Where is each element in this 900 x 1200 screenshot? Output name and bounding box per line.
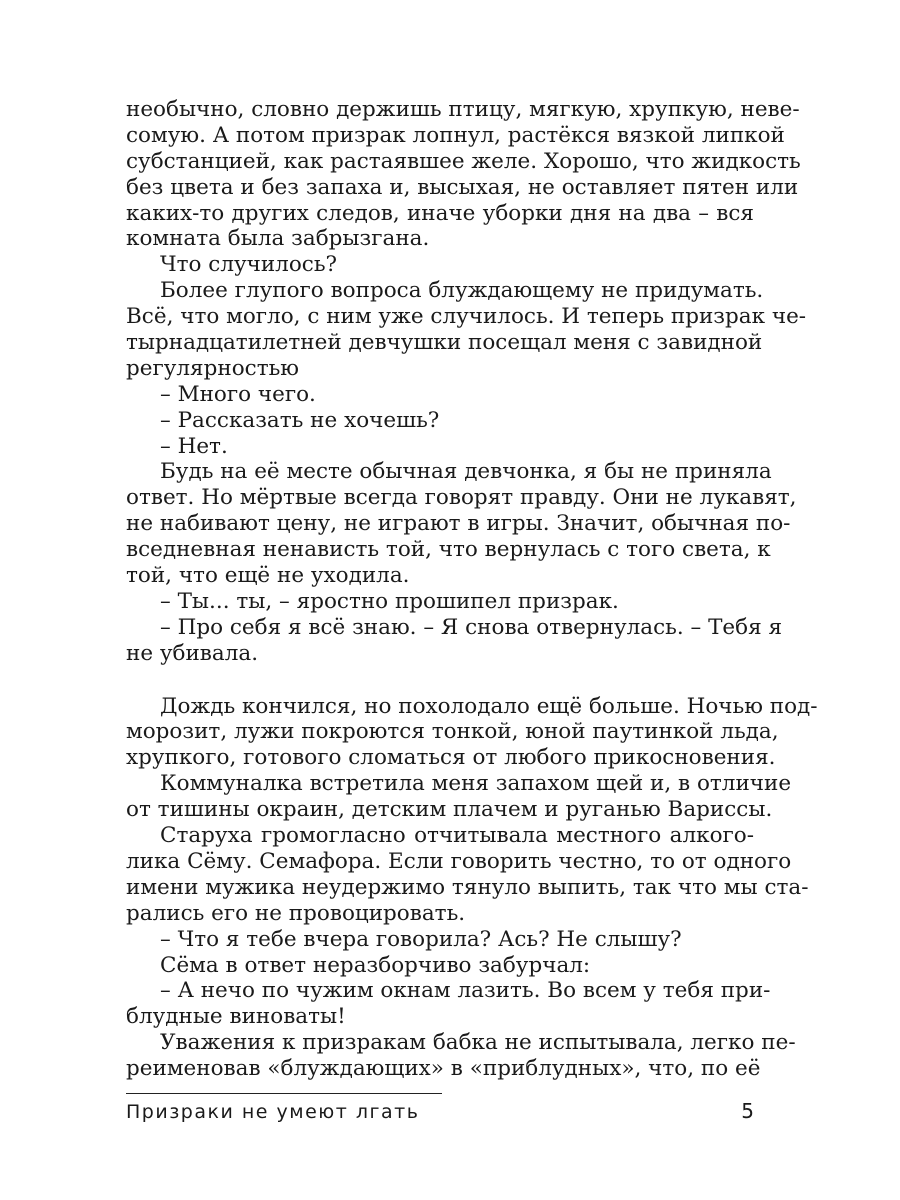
text-line: рались его не провоцировать.: [126, 900, 466, 926]
text-line: – Про себя я всё знаю. – Я снова отвернулась. – Тебя я: [160, 614, 783, 640]
text-line: блудные виноваты!: [126, 1004, 346, 1030]
text-line: – Что я тебе вчера говорила? Ась? Не слышу?: [160, 926, 682, 952]
text-line: не набивают цену, не играют в игры. Значит, обычная по-: [126, 511, 791, 537]
running-footer-title: Призраки не умеют лгать: [126, 1101, 420, 1123]
text-line: Что случилось?: [160, 252, 338, 278]
text-line: – Рассказать не хочешь?: [160, 407, 440, 433]
text-line: Дождь кончился, но похолодало ещё больше. Ночью под-: [160, 693, 818, 719]
page-body: [126, 97, 818, 1082]
text-line: комната была забрызгана.: [126, 226, 430, 252]
text-line: – Нет.: [160, 433, 228, 459]
text-line: от тишины окраин, детским плачем и руганью Вариссы.: [126, 797, 773, 823]
text-line: ответ. Но мёртвые всегда говорят правду. Они не лукавят,: [126, 485, 797, 511]
text-line: – А нечо по чужим окнам лазить. Во всем у тебя при-: [160, 978, 771, 1004]
text-line: – Ты... ты, – яростно прошипел призрак.: [160, 588, 619, 614]
text-line: лика Сёму. Семафора. Если говорить честно, то от одного: [126, 848, 792, 874]
text-line: Более глупого вопроса блуждающему не придумать.: [160, 278, 764, 304]
text-line: необычно, словно держишь птицу, мягкую, хрупкую, неве-: [126, 97, 800, 122]
text-line: Всё, что могло, с ним уже случилось. И теперь призрак че-: [126, 304, 807, 330]
text-line: Сёма в ответ неразборчиво забурчал:: [160, 952, 591, 978]
page-number: 5: [741, 1099, 754, 1123]
text-line: имени мужика неудержимо тянуло выпить, так что мы ста-: [126, 874, 809, 900]
text-line: той, что ещё не уходила.: [126, 563, 410, 589]
text-line: тырнадцатилетней девчушки посещал меня с завидной: [126, 330, 763, 356]
text-line: не убивала.: [126, 640, 259, 666]
text-line: субстанцией, как растаявшее желе. Хорошо, что жидкость: [126, 148, 801, 174]
text-line: морозит, лужи покроются тонкой, юной паутинкой льда,: [126, 719, 779, 745]
text-line: без цвета и без запаха и, высыхая, не оставляет пятен или: [126, 174, 799, 200]
text-line: Коммуналка встретила меня запахом щей и, в отличие: [160, 771, 792, 797]
text-line: каких-то других следов, иначе уборки дня на два – вся: [126, 200, 754, 226]
text-line: сомую. А потом призрак лопнул, растёкся вязкой липкой: [126, 122, 785, 148]
text-line: – Много чего.: [160, 381, 316, 407]
text-line: Уважения к призракам бабка не испытывала, легко пе-: [160, 1030, 796, 1056]
text-line: Старуха громогласно отчитывала местного алкого-: [160, 823, 754, 849]
text-line: Будь на её месте обычная девчонка, я бы не приняла: [160, 459, 772, 485]
text-line: регулярностью: [126, 355, 300, 381]
text-line: вседневная ненависть той, что вернулась с того света, к: [126, 537, 771, 563]
text-line: реименовав «блуждающих» в «приблудных», что, по её: [126, 1056, 761, 1082]
text-line: хрупкого, готового сломаться от любого прикосновения.: [126, 745, 776, 771]
footer-divider: [126, 1093, 442, 1094]
